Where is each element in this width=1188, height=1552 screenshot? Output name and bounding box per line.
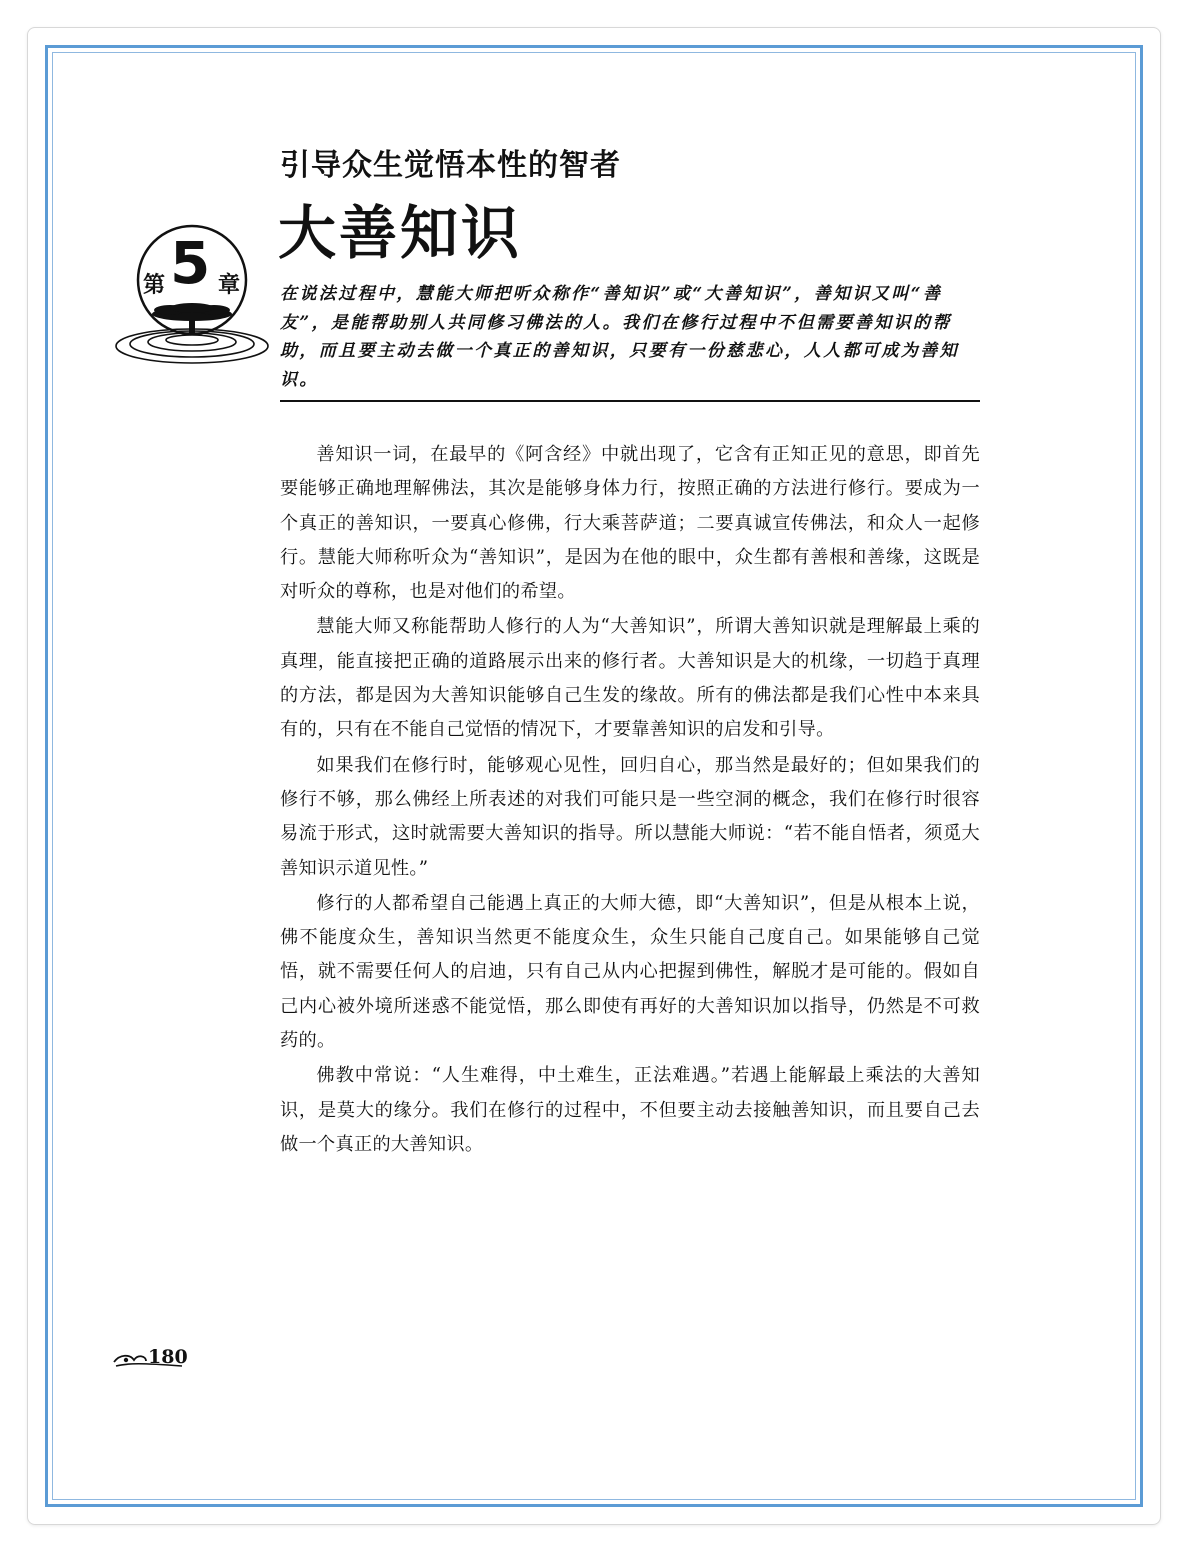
chapter-number: 5	[170, 229, 211, 297]
chapter-intro: 在说法过程中，慧能大师把听众称作“善知识”或“大善知识”，善知识又叫“善友”，是能帮助别人共同修习佛法的人。我们在修行过程中不但需要善知识的帮助，而且要主动去做一个真正的善知识，只要有一份慈悲心，人人都可成为善知识。	[280, 284, 959, 390]
chapter-suffix: 章	[218, 273, 241, 298]
body-text	[280, 438, 980, 1163]
page-number: 180	[148, 1346, 188, 1368]
paragraph: 如果我们在修行时，能够观心见性，回归自心，那当然是最好的；但如果我们的修行不够，那么佛经上所表述的对我们可能只是一些空洞的概念，我们在修行时很容易流于形式，这时就需要大善知识的指导。所以慧能大师说：“若不能自悟者，须觅大善知识示道见性。”	[280, 754, 980, 879]
paragraph: 善知识一词，在最早的《阿含经》中就出现了，它含有正知正见的意思，即首先要能够正确地理解佛法，其次是能够身体力行，按照正确的方法进行修行。要成为一个真正的善知识，一要真心修佛，行大乘菩萨道；二要真诚宣传佛法，和众人一起修行。慧能大师称听众为“善知识”，是因为在他的眼中，众生都有善根和善缘，这既是对听众的尊称，也是对他们的希望。	[280, 444, 980, 603]
chapter-prefix: 第	[143, 273, 166, 298]
chapter-subtitle: 引导众生觉悟本性的智者	[280, 148, 621, 183]
paragraph: 慧能大师又称能帮助人修行的人为“大善知识”，所谓大善知识就是理解最上乘的真理，能直接把正确的道路展示出来的修行者。大善知识是大的机缘，一切趋于真理的方法，都是因为大善知识能够自己生发的缘故。所有的佛法都是我们心性中本来具有的，只有在不能自己觉悟的情况下，才要靠善知识的启发和引导。	[280, 616, 980, 741]
chapter-title: 大善知识	[278, 199, 523, 267]
paragraph: 修行的人都希望自己能遇上真正的大师大德，即“大善知识”，但是从根本上说，佛不能度众生，善知识当然更不能度众生，众生只能自己度自己。如果能够自己觉悟，就不需要任何人的启迪，只有自己从内心把握到佛性，解脱才是可能的。假如自己内心被外境所迷惑不能觉悟，那么即使有再好的大善知识加以指导，仍然是不可救药的。	[280, 892, 980, 1052]
divider	[280, 400, 980, 402]
paragraph: 佛教中常说：“人生难得，中土难生，正法难遇。”若遇上能解最上乘法的大善知识，是莫大的缘分。我们在修行的过程中，不但要主动去接触善知识，而且要自己去做一个真正的大善知识。	[280, 1065, 980, 1155]
